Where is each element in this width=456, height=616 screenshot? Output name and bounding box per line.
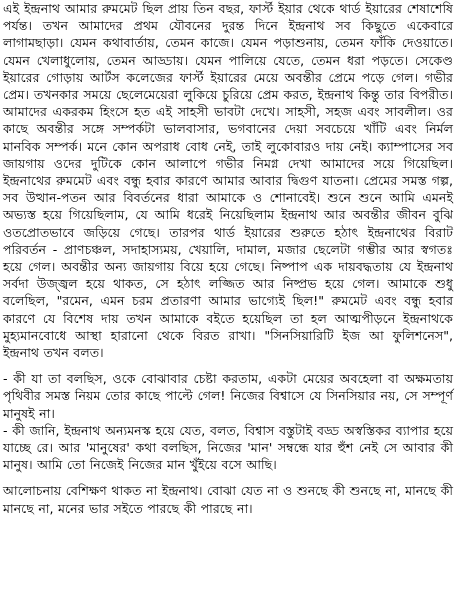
paragraph-spacer [3, 473, 453, 482]
paragraph-closing: আলোচনায় বেশিক্ষণ থাকত না ইন্দ্রনাথ। বোঝা যেত না ও শুনছে কী শুনছে না, মানছে কী মানছে না, মনের ভার সইতে পারছে কী পারছে না। [3, 483, 453, 516]
paragraph-dialogue-1: - কী যা তা বলছিস, ওকে বোঝাবার চেষ্টা করতাম, একটা মেয়ের অবহেলা বা অক্ষমতায় পৃথিবীর সমস্ত নিয়ম তোর কাছে পাল্টে গেল! নিজের বিশ্বাসে যে সিনসিয়ার নয়, সে সম্পূর্ণ মানুষই না। [3, 371, 453, 421]
paragraph-dialogue-2: - কী জানি, ইন্দ্রনাথ অন্যমনস্ক হয়ে যেত, বলত, বিশ্বাস বস্তুটাই বড্ড অস্বস্তিকর ব্যাপার হয়ে যাচ্ছে রে। আর 'মানুষের' কথা বলছিস, নিজের 'মান' সম্বন্ধে যার হুঁশ নেই সে আবার কী মানুষ। আমি তো নিজেই নিজের মান খুঁইয়ে বসে আছি। [3, 422, 453, 473]
paragraph-spacer [3, 361, 453, 370]
paragraph-main: এই ইন্দ্রনাথ আমার রুমমেট ছিল প্রায় তিন বছর, ফার্স্ট ইয়ার থেকে থার্ড ইয়ারের শেষাশেষি পর্যন্ত। তখন আমাদের প্রথম যৌবনের দুরন্ত দিনে ইন্দ্রনাথ সব কিছুতে একেবারে লাগামছাড়া। যেমন কথাবার্তায়, তেমন কাজে। যেমন পড়াশুনায়, তেমন ফাঁকি দেওয়াতে। যেমন খেলাধুলোয়, তেমন আড্ডায়। যেমন পালিয়ে যেতে, তেমন ধরা পড়তে। সেকেণ্ড ইয়ারের গোড়ায় আর্টস কলেজের ফার্স্ট ইয়ারের মেয়ে অবন্তীর প্রেমে পড়ে গেল। গভীর প্রেম। তখনকার সময়ে ছেলেমেয়েরা লুকিয়ে চুরিয়ে প্রেম করত, ইন্দ্রনাথ কিন্তু তার বিপরীত। আমাদের একরকম হিংসে হত এই সাহসী ভাবটা দেখে। সাহসী, সহজ এবং সাবলীল। ওর কাছে অবন্তীর সঙ্গে সম্পর্কটা ভালবাসার, ভগবানের দেয়া সবচেয়ে খাঁটি এবং নির্মল মানবিক সম্পর্ক। মনে কোন অপরাধ বোধ নেই, তাই লুকোবারও দায় নেই। ক্যাম্পাসের সব জায়গায় ওদের দুটিকে কোন আলাপে গভীর নিমগ্ন দেখা আমাদের সয়ে গিয়েছিল। ইন্দ্রনাথের রুমমেট এবং বন্ধু হবার কারণে আমার আবার দ্বিগুণ যাতনা। প্রেমের সমস্ত গল্প, সব উত্থান-পতন আর বিবর্তনের ধারা আমাকে ও শোনাবেই। শুনে শুনে আমি এমনই অভ্যস্ত হয়ে গিয়েছিলাম, যে আমি ধরেই নিয়েছিলাম ইন্দ্রনাথ আর অবন্তীর জীবন বুঝি ওতপ্রোতভাবে জড়িয়ে গেছে। তারপর থার্ড ইয়ারের শুরুতে হঠাৎ ইন্দ্রনাথের বিরাট পরিবর্তন - প্রাণচঞ্চল, সদাহাস্যময়, খেয়ালি, দামাল, মজার ছেলেটা গম্ভীর আর স্বগতঃ হয়ে গেল। অবন্তীর অন্য জায়গায় বিয়ে হয়ে গেছে। নিষ্পাপ এক দায়বদ্ধতায় যে ইন্দ্রনাথ সর্বদা উজ্জ্বল হয়ে থাকত, সে হঠাৎ লজ্জিত আর নিষ্প্রভ হয়ে গেল। আমাকে শুধু বলেছিল, "রমেন, এমন চরম প্রতারণা আমার ভাগ্যেই ছিল!" রুমমেট এবং বন্ধু হবার কারণে যে বিশেষ দায় তখন আমাকে বইতে হয়েছিল তা হল আত্মপীড়নে ইন্দ্রনাথকে মুহ্যমানবোধে আস্থা হারানো থেকে বিরত রাখা। "সিনসিয়ারিটি ইজ আ ফুলিশনেস", ইন্দ্রনাথ তখন বলত। [3, 1, 454, 361]
